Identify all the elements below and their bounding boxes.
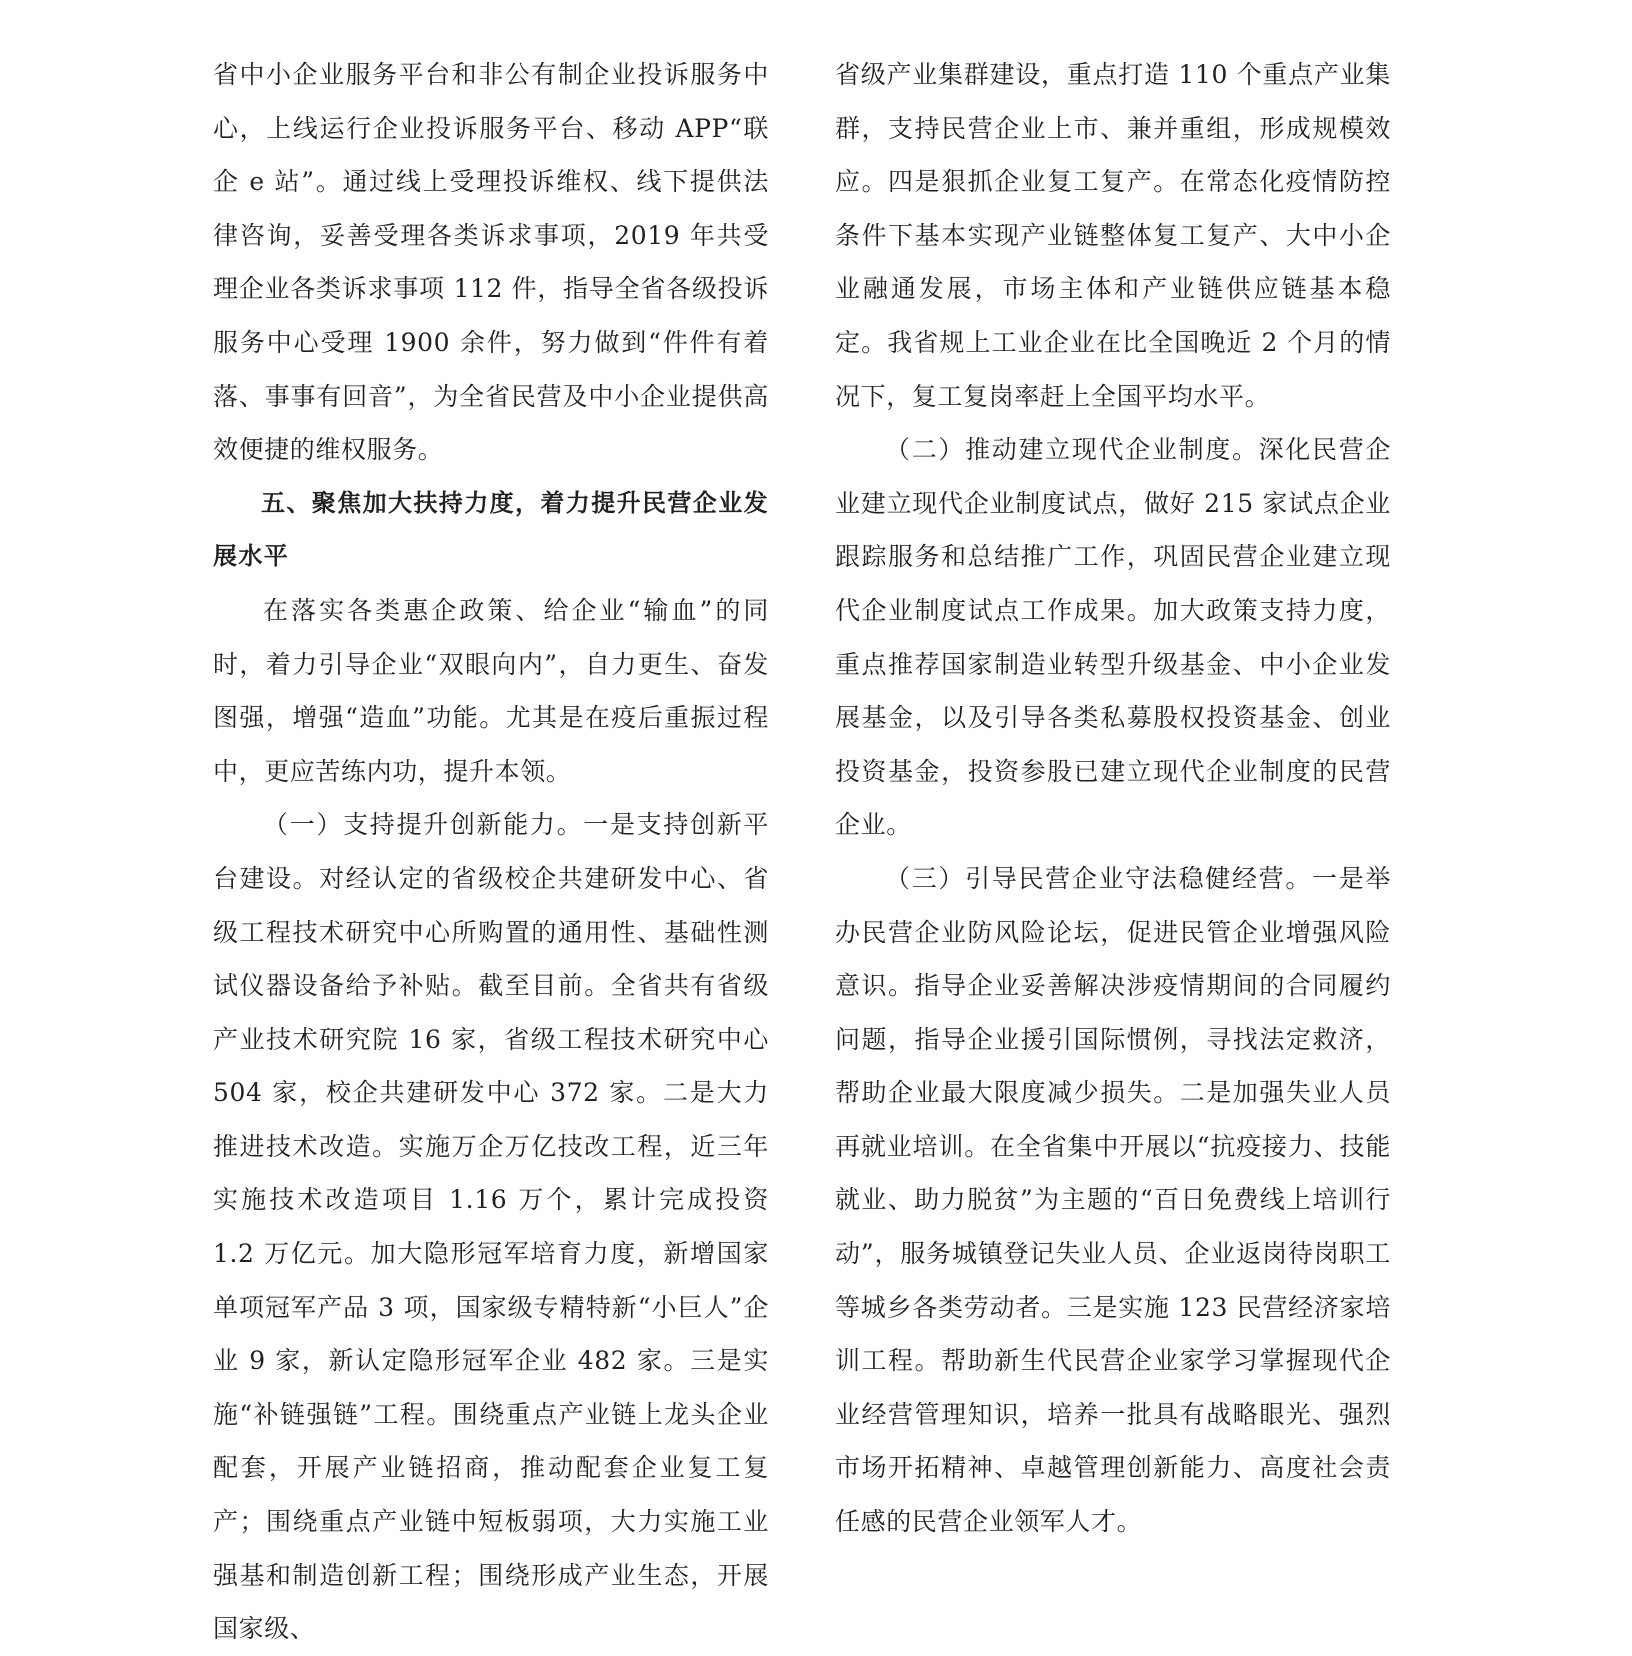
paragraph-modern-enterprise-system: （二）推动建立现代企业制度。深化民营企业建立现代企业制度试点，做好 215 家试点企业跟踪服务和总结推广工作，巩固民营企业建立现代企业制度试点工作成果。加大政策支持力度，重点推荐国家制造业转型升级基金、中小企业发展基金，以及引导各类私募股权投资基金、创业投资基金，投资参股已建立现代企业制度的民营企业。 bbox=[835, 435, 1391, 840]
paragraph-complaint-service: 省中小企业服务平台和非公有制企业投诉服务中心，上线运行企业投诉服务平台、移动 APP“联企 e 站”。通过线上受理投诉维权、线下提供法律咨询，妥善受理各类诉求事项，2019 年共受理企业各类诉求事项 112 件，指导全省各级投诉服务中心受理 1900 余件，努力做到“件件有着落、事事有回音”，为全省民营及中小企业提供高效便捷的维权服务。 bbox=[213, 60, 769, 465]
paragraph-innovation-capacity: （一）支持提升创新能力。一是支持创新平台建设。对经认定的省级校企共建研发中心、省级工程技术研究中心所购置的通用性、基础性测试仪器设备给予补贴。截至目前。全省共有省级产业技术研究院 16 家，省级工程技术研究中心 504 家，校企共建研发中心 372 家。二是大力推进技术改造。实施万企万亿技改工程，近三年实施技术改造项目 1.16 万个，累计完成投资 1.2 万亿元。加大隐形冠军培育力度，新增国家单项冠军产品 3 项，国家级专精特新“小巨人”企业 9 家，新认定隐形冠军企业 482 家。三是实施“补链强链”工程。围绕重点产业链上龙头企业配套，开展产业链招商，推动配套企业复工复产；围绕重点产业链中短板弱项，大力实施工业强基和制造创新工程；围绕形成产业生态，开展国家级、 bbox=[213, 810, 769, 1644]
paragraph-industry-clusters: 省级产业集群建设，重点打造 110 个重点产业集群，支持民营企业上市、兼并重组，形成规模效应。四是狠抓企业复工复产。在常态化疫情防控条件下基本实现产业链整体复工复产、大中小企业融通发展，市场主体和产业链供应链基本稳定。我省规上工业企业在比全国晚近 2 个月的情况下，复工复岗率赶上全国平均水平。 bbox=[835, 60, 1391, 411]
left-column bbox=[213, 48, 769, 1656]
section-heading-five: 五、聚焦加大扶持力度，着力提升民营企业发展水平 bbox=[213, 488, 769, 571]
right-column bbox=[835, 48, 1391, 1549]
paragraph-law-abiding-operation: （三）引导民营企业守法稳健经营。一是举办民营企业防风险论坛，促进民管企业增强风险意识。指导企业妥善解决涉疫情期间的合同履约问题，指导企业援引国际惯例，寻找法定救济，帮助企业最大限度减少损失。二是加强失业人员再就业培训。在全省集中开展以“抗疫接力、技能就业、助力脱贫”为主题的“百日免费线上培训行动”，服务城镇登记失业人员、企业返岗待岗职工等城乡各类劳动者。三是实施 123 民营经济家培训工程。帮助新生代民营企业家学习掌握现代企业经营管理知识，培养一批具有战略眼光、强烈市场开拓精神、卓越管理创新能力、高度社会责任感的民营企业领军人才。 bbox=[835, 863, 1391, 1537]
paragraph-section-intro: 在落实各类惠企政策、给企业“输血”的同时，着力引导企业“双眼向内”，自力更生、奋发图强，增强“造血”功能。尤其是在疫后重振过程中，更应苦练内功，提升本领。 bbox=[213, 595, 769, 786]
